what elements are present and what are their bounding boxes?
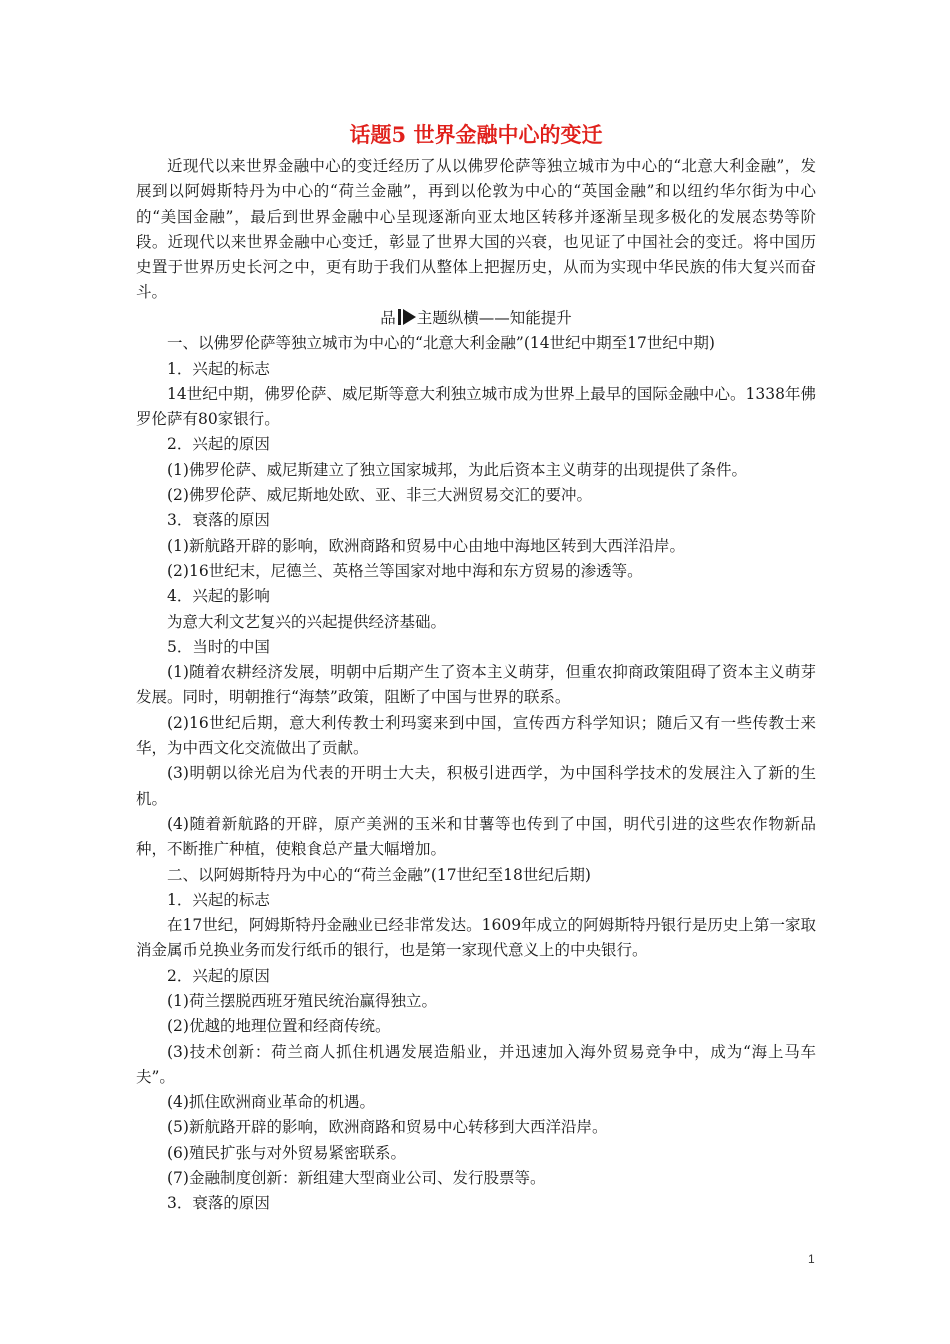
body-paragraph: (2)优越的地理位置和经商传统。 bbox=[167, 1017, 391, 1036]
body-paragraph: (6)殖民扩张与对外贸易紧密联系。 bbox=[167, 1143, 406, 1162]
body-paragraph: 1．兴起的标志 bbox=[167, 890, 270, 909]
body-paragraph: (5)新航路开辟的影响，欧洲商路和贸易中心转移到大西洋沿岸。 bbox=[167, 1118, 608, 1137]
bar-icon bbox=[398, 309, 401, 325]
intro-paragraph: 近现代以来世界金融中心的变迁经历了从以佛罗伦萨等独立城市为中心的“北意大利金融”，发展到以阿姆斯特丹为中心的“荷兰金融”，再到以伦敦为中心的“英国金融”和以纽约华尔街为中心的“美国金融”，最后到世界金融中心呈现逐渐向亚太地区转移并逐渐呈现多极化的发展态势等阶段。近现代以来世界金融中心变迁，彰显了世界大国的兴衰，也见证了中国社会的变迁。将中国历史置于世界历史长河之中，更有助于我们从整体上把握历史，从而为实现中华民族的伟大复兴而奋斗。 bbox=[136, 157, 816, 302]
body-paragraph: (2)16世纪后期，意大利传教士利玛窦来到中国，宣传西方科学知识；随后又有一些传教士来华，为中西文化交流做出了贡献。 bbox=[136, 713, 816, 758]
body-paragraph: 3．衰落的原因 bbox=[167, 511, 270, 530]
section-heading bbox=[136, 306, 816, 332]
body-paragraph: 3．衰落的原因 bbox=[167, 1194, 270, 1213]
body-paragraph: (1)荷兰摆脱西班牙殖民统治赢得独立。 bbox=[167, 992, 437, 1010]
document-title: 话题5 世界金融中心的变迁 bbox=[349, 122, 603, 147]
body-paragraph: (4)随着新航路的开辟，原产美洲的玉米和甘薯等也传到了中国，明代引进的这些农作物新品种，不断推广种植，使粮食总产量大幅增加。 bbox=[136, 814, 816, 859]
body-paragraph: (2)佛罗伦萨、威尼斯地处欧、亚、非三大洲贸易交汇的要冲。 bbox=[167, 486, 592, 505]
document-page bbox=[136, 118, 816, 1217]
body-paragraph: 为意大利文艺复兴的兴起提供经济基础。 bbox=[167, 612, 447, 631]
body-text bbox=[136, 331, 816, 1216]
page-number: 1 bbox=[808, 1252, 815, 1266]
body-paragraph: (1)新航路开辟的影响，欧洲商路和贸易中心由地中海地区转到大西洋沿岸。 bbox=[167, 536, 685, 555]
play-arrow-icon bbox=[403, 309, 416, 325]
body-paragraph: 5．当时的中国 bbox=[167, 637, 270, 656]
body-paragraph: 2．兴起的原因 bbox=[167, 435, 270, 454]
body-paragraph: 一、以佛罗伦萨等独立城市为中心的“北意大利金融”(14世纪中期至17世纪中期) bbox=[167, 334, 715, 353]
body-paragraph: 14世纪中期，佛罗伦萨、威尼斯等意大利独立城市成为世界上最早的国际金融中心。1338年佛罗伦萨有80家银行。 bbox=[136, 384, 816, 429]
body-paragraph: 二、以阿姆斯特丹为中心的“荷兰金融”(17世纪至18世纪后期) bbox=[167, 865, 591, 884]
body-paragraph: (1)随着农耕经济发展，明朝中后期产生了资本主义萌芽，但重农抑商政策阻碍了资本主义萌芽发展。同时，明朝推行“海禁”政策，阻断了中国与世界的联系。 bbox=[136, 663, 816, 707]
section-heading-right: 主题纵横——知能提升 bbox=[416, 308, 572, 327]
section-heading-left: 品 bbox=[380, 308, 396, 327]
body-paragraph: (2)16世纪末，尼德兰、英格兰等国家对地中海和东方贸易的渗透等。 bbox=[167, 561, 643, 580]
body-paragraph: (1)佛罗伦萨、威尼斯建立了独立国家城邦，为此后资本主义萌芽的出现提供了条件。 bbox=[167, 460, 747, 479]
body-paragraph: (4)抓住欧洲商业革命的机遇。 bbox=[167, 1093, 375, 1112]
body-paragraph: (3)技术创新：荷兰商人抓住机遇发展造船业，并迅速加入海外贸易竞争中，成为“海上马车夫”。 bbox=[136, 1042, 816, 1086]
body-paragraph: (7)金融制度创新：新组建大型商业公司、发行股票等。 bbox=[167, 1169, 546, 1188]
body-paragraph: (3)明朝以徐光启为代表的开明士大夫，积极引进西学，为中国科学技术的发展注入了新的生机。 bbox=[136, 764, 816, 808]
body-paragraph: 1．兴起的标志 bbox=[167, 359, 270, 378]
body-paragraph: 4．兴起的影响 bbox=[167, 587, 270, 606]
body-paragraph: 在17世纪，阿姆斯特丹金融业已经非常发达。1609年成立的阿姆斯特丹银行是历史上第一家取消金属币兑换业务而发行纸币的银行，也是第一家现代意义上的中央银行。 bbox=[136, 916, 816, 960]
body-paragraph: 2．兴起的原因 bbox=[167, 966, 270, 985]
